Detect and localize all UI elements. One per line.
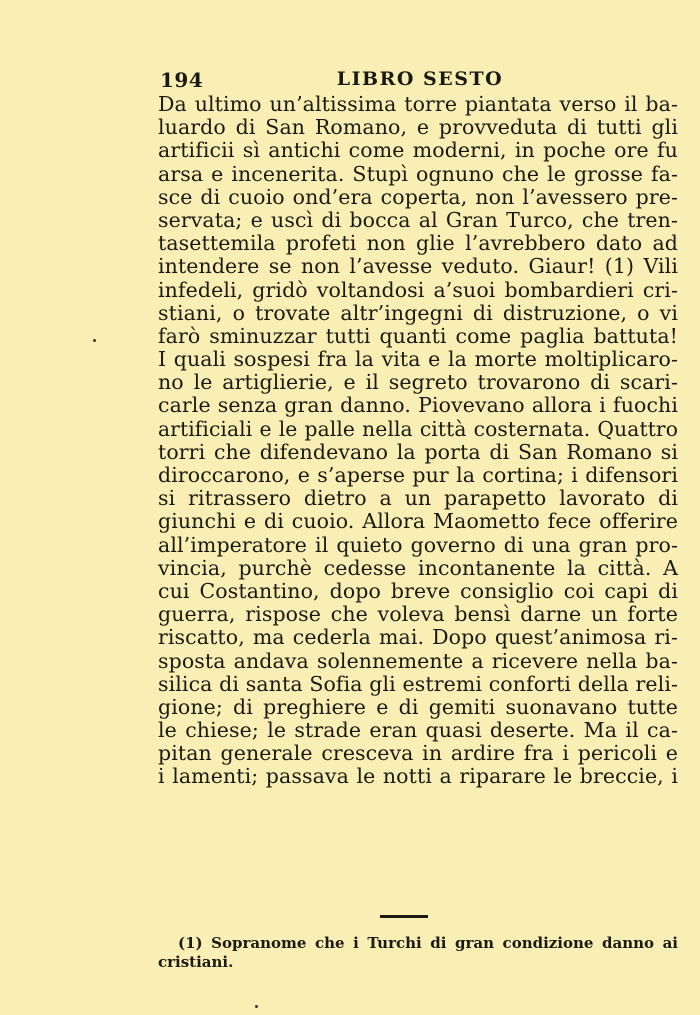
text-line: silica di santa Sofia gli estremi conforti della reli- bbox=[158, 671, 678, 696]
text-line: sce di cuoio ond’era coperta, non l’avessero pre- bbox=[158, 184, 678, 209]
footnote-line: cristiani. bbox=[158, 953, 234, 971]
text-line: artificiali e le palle nella città costernata. Quattro bbox=[158, 416, 678, 441]
text-line: sposta andava solennemente a ricevere nella ba- bbox=[158, 648, 678, 673]
text-line: luardo di San Romano, e provveduta di tutti gli bbox=[158, 115, 678, 140]
text-line: infedeli, gridò voltandosi a’suoi bombardieri cri- bbox=[158, 277, 678, 302]
text-line: cui Costantino, dopo breve consiglio coi capi di bbox=[158, 578, 678, 603]
text-line: riscatto, ma cederla mai. Dopo quest’animosa ri- bbox=[158, 625, 678, 650]
text-line: servata; e uscì di bocca al Gran Turco, che tren- bbox=[158, 207, 678, 232]
text-line: giunchi e di cuoio. Allora Maometto fece offerire bbox=[158, 509, 678, 534]
paper-speck bbox=[93, 339, 96, 342]
paper-speck bbox=[255, 1005, 258, 1008]
text-line: all’imperatore il quieto governo di una gran pro- bbox=[158, 532, 678, 557]
text-line: Da ultimo un’altissima torre piantata verso il ba- bbox=[158, 92, 678, 116]
footnote bbox=[158, 934, 678, 972]
footnote-line: (1) Sopranome che i Turchi di gran condizione danno ai bbox=[178, 934, 678, 952]
text-line: gione; di preghiere e di gemiti suonavano tutte bbox=[158, 694, 678, 719]
text-line: diroccarono, e s’aperse pur la cortina; i difensori bbox=[158, 463, 678, 487]
text-line: guerra, rispose che voleva bensì darne un forte bbox=[158, 602, 678, 627]
footnote-divider bbox=[380, 915, 428, 918]
text-line: I quali sospesi fra la vita e la morte moltiplicaro- bbox=[158, 347, 678, 372]
running-title: LIBRO SESTO bbox=[336, 68, 504, 90]
text-line: i lamenti; passava le notti a riparare le breccie, i bbox=[158, 764, 678, 789]
text-line: intendere se non l’avesse veduto. Giaur! (1) Vili bbox=[158, 254, 678, 279]
text-line: tasettemila profeti non glie l’avrebbero dato ad bbox=[158, 231, 678, 256]
text-line: no le artiglierie, e il segreto trovarono di scari- bbox=[158, 370, 678, 395]
text-line: stiani, o trovate altr’ingegni di distruzione, o vi bbox=[158, 300, 678, 325]
text-line: torri che difendevano la porta di San Romano si bbox=[158, 439, 678, 464]
text-line: si ritrassero dietro a un parapetto lavorato di bbox=[158, 486, 678, 511]
body-text bbox=[158, 93, 678, 789]
text-line: pitan generale cresceva in ardire fra i pericoli e bbox=[158, 741, 678, 766]
text-line: carle senza gran danno. Piovevano allora i fuochi bbox=[158, 393, 678, 418]
text-line: vincia, purchè cedesse incontanente la città. A bbox=[158, 555, 678, 580]
text-line: arsa e incenerita. Stupì ognuno che le grosse fa- bbox=[158, 161, 678, 186]
text-line: farò sminuzzar tutti quanti come paglia battuta! bbox=[158, 323, 678, 348]
text-line: artificii sì antichi come moderni, in poche ore fu bbox=[158, 138, 678, 163]
page-number: 194 bbox=[160, 68, 204, 92]
text-line: le chiese; le strade eran quasi deserte. Ma il ca- bbox=[158, 718, 678, 743]
